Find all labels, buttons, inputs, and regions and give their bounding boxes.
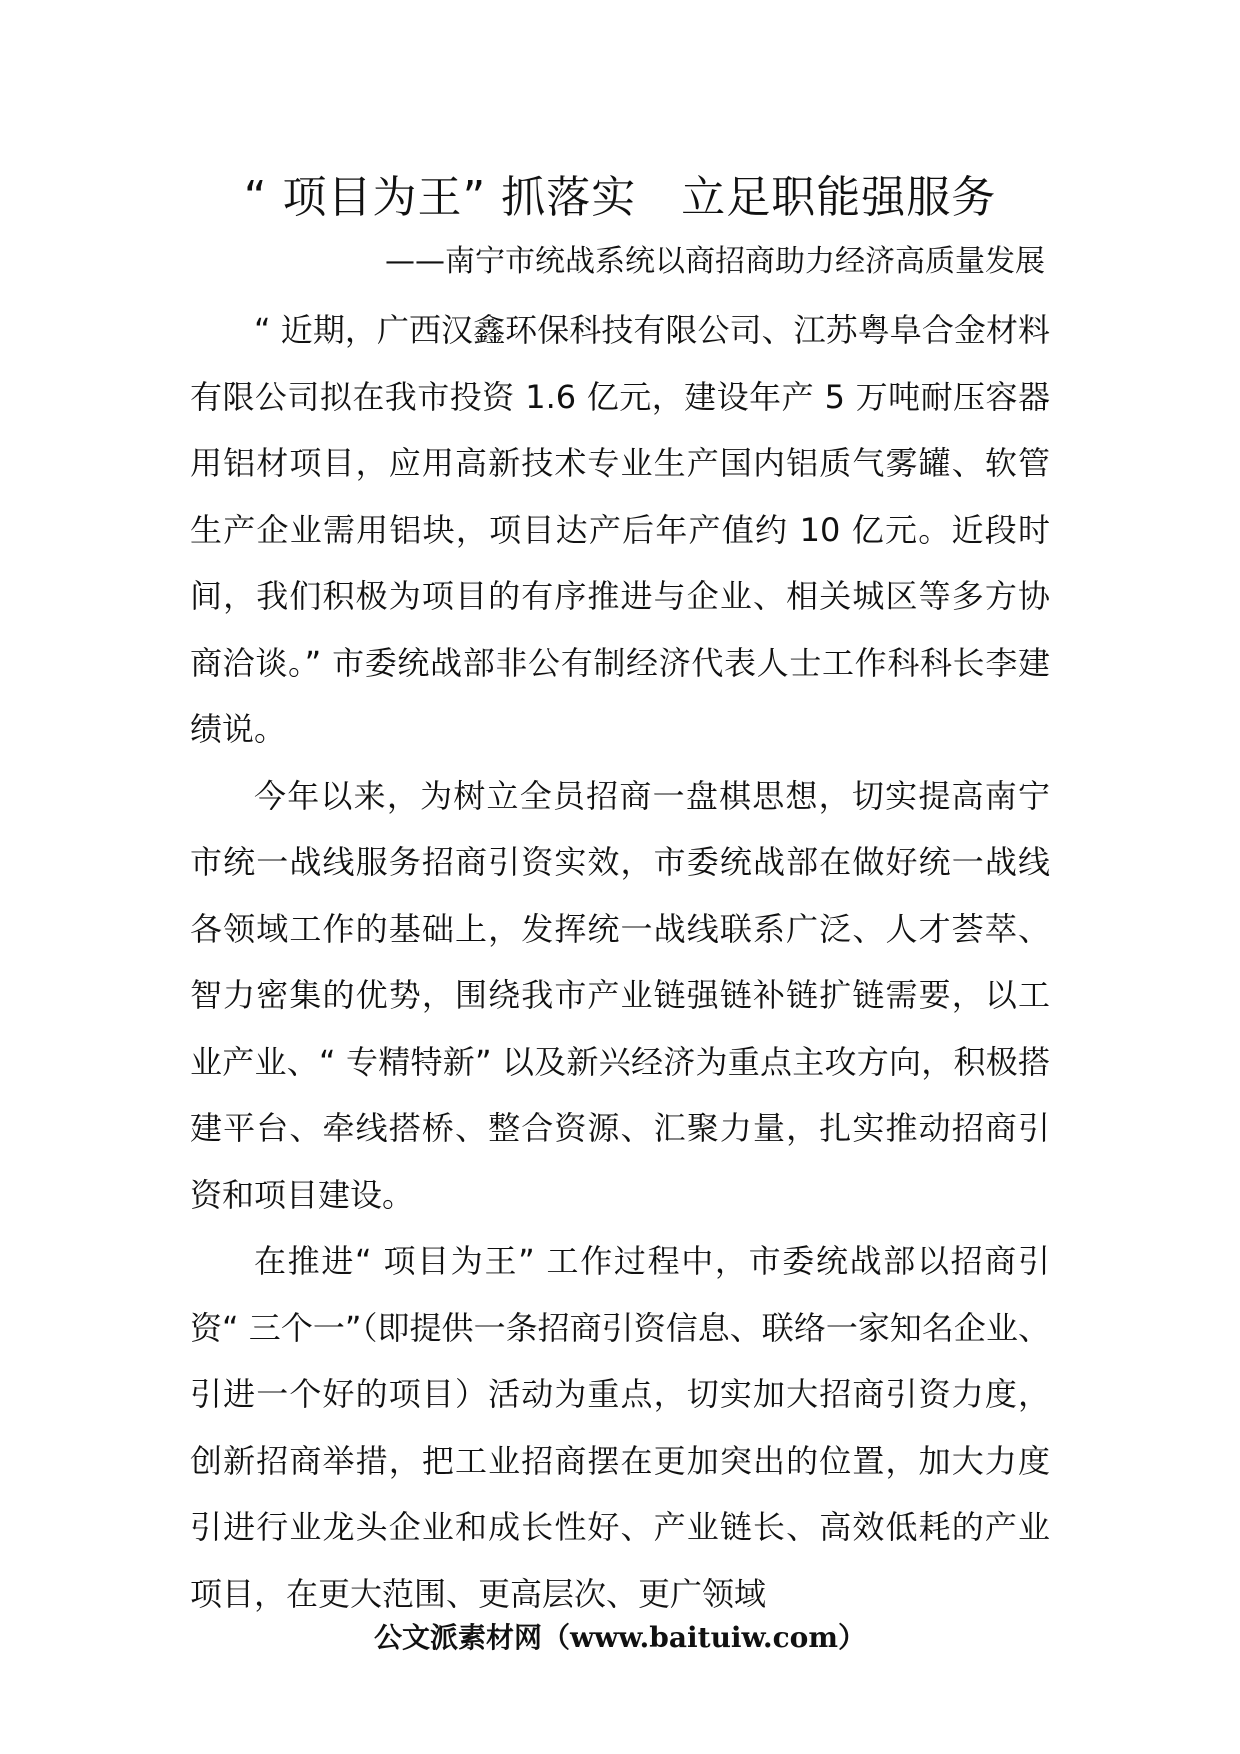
paragraph-2: 今年以来，为树立全员招商一盘棋思想，切实提高南宁市统一战线服务招商引资实效，市委统战部在做好统一战线各领域工作的基础上，发挥统一战线联系广泛、人才荟萃、智力密集的优势，围绕我市产业链强链补链扩链需要，以工业产业、“ 专精特新” 以及新兴经济为重点主攻方向，积极搭建平台、牵线搭桥、整合资源、汇聚力量，扎实推动招商引资和项目建设。 <box>190 776 1050 1214</box>
page-subtitle: ——南宁市统战系统以商招商助力经济高质量发展 <box>385 244 1045 279</box>
source-watermark: 公文派素材网（www.baituiw.com） <box>374 1621 866 1654</box>
paragraph-1: “ 近期，广西汉鑫环保科技有限公司、江苏粤阜合金材料有限公司拟在我市投资 1.6 亿元，建设年产 5 万吨耐压容器用铝材项目，应用高新技术专业生产国内铝质气雾罐、软管生产企业需用铝块，项目达产后年产值约 10 亿元。近段时间，我们积极为项目的有序推进与企业、相关城区等多方协商洽谈。” 市委统战部非公有制经济代表人士工作科科长李建绩说。 <box>190 311 1050 748</box>
page-title: “ 项目为王” 抓落实 立足职能强服务 <box>243 172 997 223</box>
document-body <box>190 297 1050 1627</box>
paragraph-3: 在推进“ 项目为王” 工作过程中，市委统战部以招商引资“ 三个一”（即提供一条招商引资信息、联络一家知名企业、引进一个好的项目）活动为重点，切实加大招商引资力度，创新招商举措，把工业招商摆在更加突出的位置，加大力度引进行业龙头企业和成长性好、产业链长、高效低耗的产业项目，在更大范围、更高层次、更广领域 <box>190 1242 1050 1613</box>
